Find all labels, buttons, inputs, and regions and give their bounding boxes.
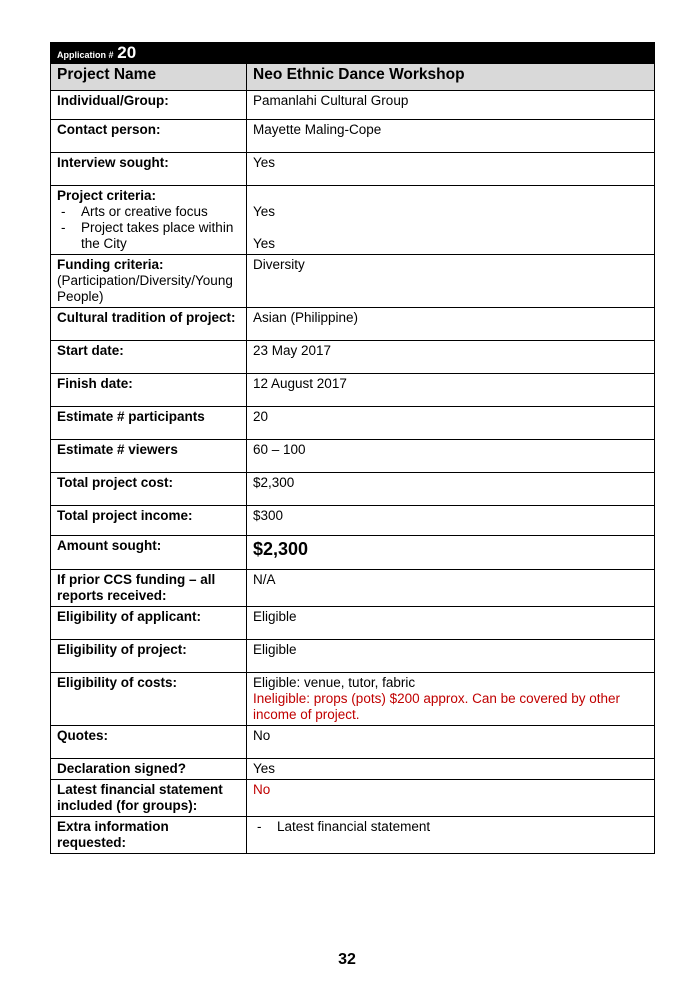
- viewers-label: Estimate # viewers: [51, 440, 247, 473]
- cultural-tradition-value: Asian (Philippine): [247, 308, 655, 341]
- individual-group-label: Individual/Group:: [51, 91, 247, 120]
- cultural-tradition-row: [51, 308, 655, 341]
- quotes-value: No: [247, 726, 655, 759]
- eligibility-costs-row: [51, 673, 655, 726]
- eligibility-project-row: [51, 640, 655, 673]
- criteria-value-city: Yes: [253, 236, 276, 251]
- eligibility-project-label: Eligibility of project:: [51, 640, 247, 673]
- quotes-label: Quotes:: [51, 726, 247, 759]
- declaration-label: Declaration signed?: [51, 759, 247, 780]
- total-cost-label: Total project cost:: [51, 473, 247, 506]
- total-cost-value: $2,300: [247, 473, 655, 506]
- application-table: [50, 42, 655, 854]
- total-income-row: [51, 506, 655, 536]
- project-name-value: Neo Ethnic Dance Workshop: [247, 64, 655, 91]
- amount-sought-row: [51, 536, 655, 570]
- prior-funding-value: N/A: [247, 570, 655, 607]
- interview-label: Interview sought:: [51, 153, 247, 186]
- participants-row: [51, 407, 655, 440]
- project-name-row: [51, 64, 655, 91]
- application-number: 20: [117, 43, 137, 62]
- start-date-label: Start date:: [51, 341, 247, 374]
- declaration-value: Yes: [247, 759, 655, 780]
- individual-group-value: Pamanlahi Cultural Group: [247, 91, 655, 120]
- eligibility-applicant-row: [51, 607, 655, 640]
- extra-information-cell: [247, 817, 655, 854]
- criteria-item-city: - Project takes place within the City: [57, 220, 240, 252]
- application-number-label: Application #: [57, 50, 114, 60]
- project-criteria-label: Project criteria:: [57, 188, 157, 203]
- funding-criteria-row: [51, 255, 655, 308]
- application-number-blank: [247, 43, 655, 64]
- financial-statement-label: Latest financial statement included (for groups):: [51, 780, 247, 817]
- prior-funding-row: [51, 570, 655, 607]
- project-criteria-cell: [51, 186, 247, 255]
- amount-sought-value: $2,300: [253, 539, 309, 559]
- extra-information-label: Extra information requested:: [51, 817, 247, 854]
- eligibility-applicant-label: Eligibility of applicant:: [51, 607, 247, 640]
- contact-person-value: Mayette Maling-Cope: [247, 120, 655, 153]
- viewers-value: 60 – 100: [247, 440, 655, 473]
- participants-value: 20: [247, 407, 655, 440]
- amount-sought-label: Amount sought:: [51, 536, 247, 570]
- total-income-label: Total project income:: [51, 506, 247, 536]
- participants-label: Estimate # participants: [51, 407, 247, 440]
- funding-criteria-label: Funding criteria:: [57, 257, 164, 272]
- eligibility-applicant-value: Eligible: [247, 607, 655, 640]
- financial-statement-row: [51, 780, 655, 817]
- financial-statement-value: No: [247, 780, 655, 817]
- finish-date-row: [51, 374, 655, 407]
- criteria-value-arts: Yes: [253, 204, 276, 219]
- quotes-row: [51, 726, 655, 759]
- project-criteria-list: [57, 204, 240, 252]
- amount-sought-cell: [247, 536, 655, 570]
- eligibility-costs-cell: [247, 673, 655, 726]
- extra-information-list: [253, 819, 648, 835]
- eligible-costs-text: Eligible: venue, tutor, fabric: [253, 675, 416, 690]
- ineligible-costs-text: Ineligible: props (pots) $200 approx. Can be covered by other income of project.: [253, 691, 620, 722]
- declaration-row: [51, 759, 655, 780]
- eligibility-costs-label: Eligibility of costs:: [51, 673, 247, 726]
- page-number: 32: [338, 951, 356, 968]
- start-date-row: [51, 341, 655, 374]
- funding-criteria-sublabel: (Participation/Diversity/Young People): [57, 273, 233, 304]
- contact-person-label: Contact person:: [51, 120, 247, 153]
- project-criteria-row: [51, 186, 655, 255]
- application-form: [50, 42, 654, 854]
- application-number-cell: [51, 43, 247, 64]
- funding-criteria-cell: [51, 255, 247, 308]
- viewers-row: [51, 440, 655, 473]
- individual-group-row: [51, 91, 655, 120]
- cultural-tradition-label: Cultural tradition of project:: [51, 308, 247, 341]
- finish-date-label: Finish date:: [51, 374, 247, 407]
- project-criteria-values: [247, 186, 655, 255]
- contact-person-row: [51, 120, 655, 153]
- extra-information-row: [51, 817, 655, 854]
- project-name-label: Project Name: [51, 64, 247, 91]
- interview-row: [51, 153, 655, 186]
- start-date-value: 23 May 2017: [247, 341, 655, 374]
- eligibility-project-value: Eligible: [247, 640, 655, 673]
- total-cost-row: [51, 473, 655, 506]
- total-income-value: $300: [247, 506, 655, 536]
- prior-funding-label: If prior CCS funding – all reports received:: [51, 570, 247, 607]
- criteria-item-arts: - Arts or creative focus: [57, 204, 240, 220]
- application-number-row: [51, 43, 655, 64]
- funding-criteria-value: Diversity: [247, 255, 655, 308]
- extra-information-item: - Latest financial statement: [253, 819, 648, 835]
- interview-value: Yes: [247, 153, 655, 186]
- finish-date-value: 12 August 2017: [247, 374, 655, 407]
